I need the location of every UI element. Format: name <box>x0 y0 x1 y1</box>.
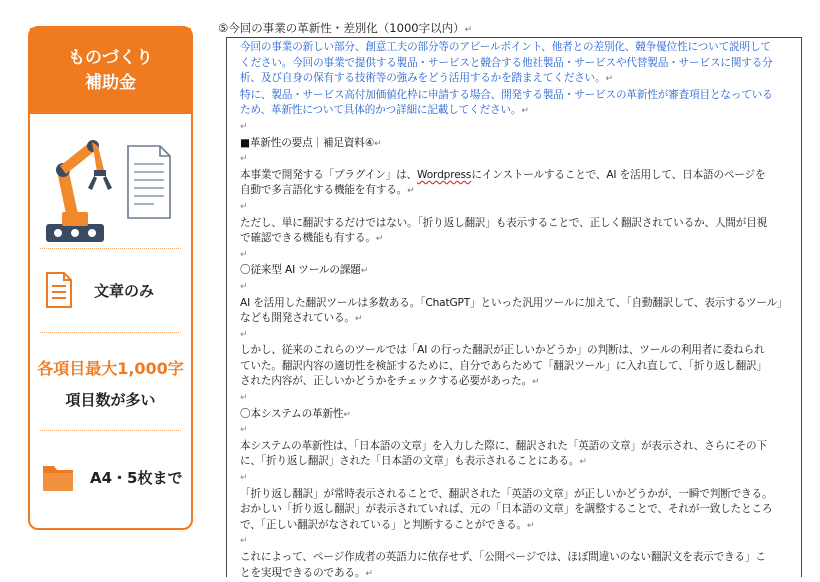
paragraph-line: とを実現できるのである。↵ <box>240 566 373 579</box>
blank-line: ↵ <box>240 154 248 165</box>
card-title-line2: 補助金 <box>85 73 136 93</box>
instruction-line: ください。今回の事業で提供する製品・サービスと競合する他社製品・サービスや代替製品・サービスに関する分 <box>240 56 773 69</box>
divider <box>40 430 181 431</box>
blank-line: ↵ <box>240 425 248 436</box>
paragraph-line: これによって、ページ作成者の英語力に依存せず、「公開ページでは、ほぼ間違いのない翻訳文を表示できる」こ <box>240 551 766 563</box>
blank-line: ↵ <box>240 201 248 212</box>
card-header <box>30 28 191 114</box>
heading-key-points: ■革新性の要点｜補足資料④↵ <box>240 136 382 149</box>
section-caption: ⑤今回の事業の革新性・差別化（1000字以内）↵ <box>218 21 473 35</box>
feature2-main: 各項目最大1,000字 <box>37 359 184 378</box>
folder-icon <box>42 462 74 492</box>
blank-line: ↵ <box>240 249 248 260</box>
instruction-line: ため、革新性について具体的かつ詳細に記載してください。↵ <box>240 104 529 117</box>
paragraph-line: おかしい「折り返し翻訳」が表示されていれば、元の「日本語の文章」を調整することで、それが一致したところ <box>240 503 773 516</box>
blank-line: ↵ <box>240 536 248 547</box>
instruction-line: 特に、製品・サービス高付加価値化枠に申請する場合、開発する製品・サービスの革新性が審査項目となっている <box>240 88 773 101</box>
paragraph-line: しかし、従来のこれらのツールでは「AI の行った翻訳が正しいかどうか」の判断は、ツールの利用者に委ねられ <box>240 344 765 357</box>
paragraph-line: なども開発されている。↵ <box>240 312 363 325</box>
feature3-label: A4・5枚まで <box>90 468 183 487</box>
feature-text-only <box>30 268 191 312</box>
instruction-line: 今回の事業の新しい部分、創意工夫の部分等のアピールポイント、他者との差別化、競争優位性について説明して <box>240 41 771 53</box>
blank-line: ↵ <box>240 393 248 404</box>
paragraph-line: 本事業で開発する「プラグイン」は、Wordpressにインストールすることで、AI を活用して、日本語のページを <box>240 168 766 181</box>
spellcheck-word: Wordpress <box>417 168 472 181</box>
paragraph-line: ただし、単に翻訳するだけではない。「折り返し翻訳」も表示することで、正しく翻訳されているか、人間が目視 <box>240 216 768 229</box>
blank-line: ↵ <box>240 473 248 484</box>
text-file-icon <box>44 271 74 309</box>
divider <box>40 248 181 249</box>
paragraph-line: で確認できる機能も有する。↵ <box>240 232 384 245</box>
blank-line: ↵ <box>240 121 248 132</box>
feature-char-limit <box>30 356 191 410</box>
blank-line: ↵ <box>240 329 248 340</box>
document-body <box>240 40 798 582</box>
card-title-line1: ものづくり <box>68 48 153 68</box>
feature-card <box>28 26 193 530</box>
heading-system-innovation: 〇本システムの革新性↵ <box>240 407 351 420</box>
document-icon <box>128 146 170 218</box>
blank-line: ↵ <box>240 281 248 292</box>
paragraph-line: AI を活用した翻訳ツールは多数ある。「ChatGPT」といった汎用ツールに加えて、「自動翻訳して、表示するツール」 <box>240 296 788 309</box>
divider <box>40 332 181 333</box>
feature-page-limit <box>30 456 191 498</box>
feature2-sub: 項目数が多い <box>65 391 156 409</box>
paragraph-line: で、「正しい翻訳がなされている」と判断することができる。↵ <box>240 518 535 531</box>
instruction-line: 析、及び自身の保有する技術等の強みをどう活用するかを踏まえてください。↵ <box>240 72 613 85</box>
paragraph-line: 自動で多言語化する機能を有する。↵ <box>240 184 415 197</box>
paragraph-line: 本システムの革新性は、「日本語の文章」を入力した際に、翻訳された「英語の文章」が表示され、さらにその下 <box>240 439 767 452</box>
feature1-label: 文章のみ <box>94 281 155 300</box>
paragraph-line: ていた。翻訳内容の適切性を検証するために、自分であらためて「翻訳ツール」に入れ直して、「折り返し翻訳」 <box>240 359 767 372</box>
heading-conventional-issues: 〇従来型 AI ツールの課題↵ <box>240 264 369 277</box>
paragraph-line: に、「折り返し翻訳」された「日本語の文章」も表示されることにある。↵ <box>240 455 587 468</box>
paragraph-line: 「折り返し翻訳」が常時表示されることで、翻訳された「英語の文章」が正しいかどうかが、一瞬で判断できる。 <box>240 487 773 500</box>
robot-arm-icon <box>30 116 191 266</box>
paragraph-line: された内容が、正しいかどうかをチェックする必要があった。↵ <box>240 375 540 388</box>
